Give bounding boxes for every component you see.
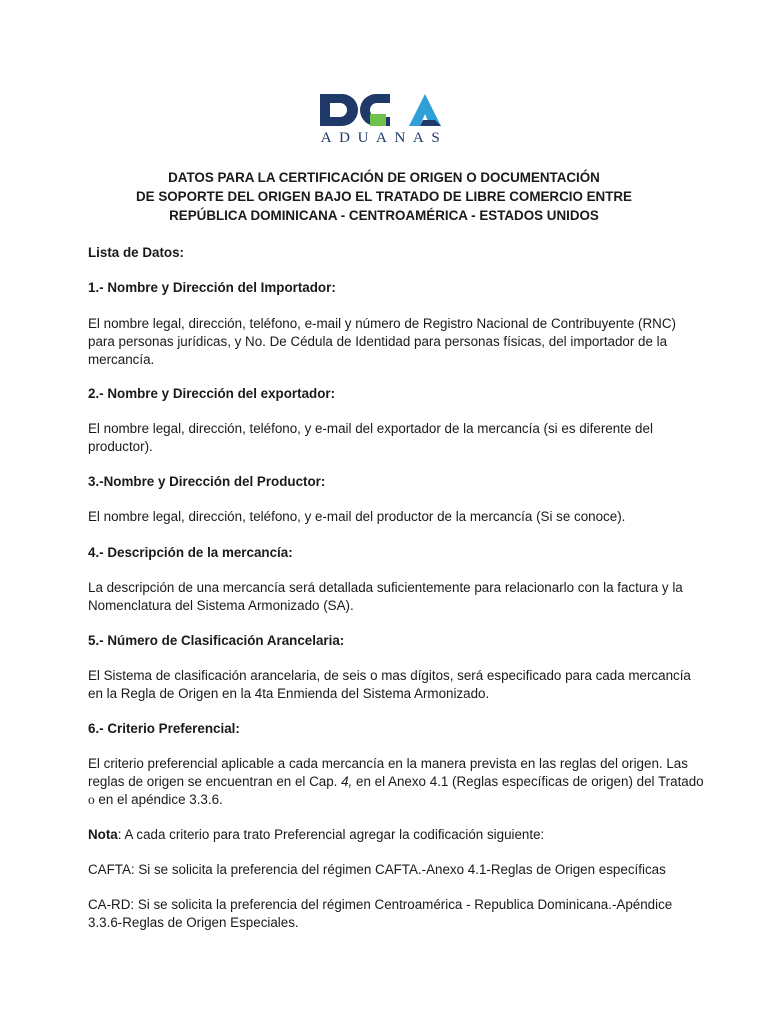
section-3-heading: 3.-Nombre y Dirección del Productor: (88, 474, 326, 489)
section-4-heading: 4.- Descripción de la mercancía: (88, 545, 293, 560)
document-title (60, 168, 708, 225)
nota-text: : A cada criterio para trato Preferencial agregar la codificación siguiente: (117, 827, 545, 842)
section-5-line-1: El Sistema de clasificación arancelaria, de seis o mas dígitos, será especificado para cada mercancía (88, 668, 691, 683)
dga-logo (320, 92, 448, 150)
section-6-line-2-c: en el Anexo 4.1 (Reglas específicas de origen) del Tratado (352, 774, 704, 789)
section-1-line-1: El nombre legal, dirección, teléfono, e-mail y número de Registro Nacional de Contribuyente (RNC) (88, 316, 676, 331)
title-line-2: DE SOPORTE DEL ORIGEN BAJO EL TRATADO DE LIBRE COMERCIO ENTRE (136, 189, 632, 204)
cafta-paragraph: CAFTA: Si se solicita la preferencia del régimen CAFTA.-Anexo 4.1-Reglas de Origen específicas (88, 862, 666, 877)
nota-label: Nota (88, 827, 118, 842)
section-1-heading: 1.- Nombre y Dirección del Importador: (88, 280, 336, 295)
section-5-line-2: en la Regla de Origen en la 4ta Enmienda del Sistema Armonizado. (88, 686, 490, 701)
card-line-2: 3.3.6-Reglas de Origen Especiales. (88, 915, 299, 930)
section-1-line-3: mercancía. (88, 352, 155, 367)
section-6-line-1: El criterio preferencial aplicable a cada mercancía en la manera prevista en las reglas del origen. Las (88, 756, 688, 771)
section-6-line-2 (88, 772, 704, 791)
title-line-3: REPÚBLICA DOMINICANA - CENTROAMÉRICA - ESTADOS UNIDOS (169, 208, 599, 223)
logo-subtitle: ADUANAS (320, 130, 448, 146)
dga-logo-mark (320, 92, 448, 128)
section-3-line-1: El nombre legal, dirección, teléfono, y e-mail del productor de la mercancía (Si se conoce). (88, 509, 626, 524)
list-heading: Lista de Datos: (88, 245, 184, 260)
section-6-line-2-chapter: 4, (341, 774, 353, 789)
section-4-line-1: La descripción de una mercancía será detallada suficientemente para relacionarlo con la factura y la (88, 580, 683, 595)
section-2-line-2: productor). (88, 439, 153, 454)
section-6-heading: 6.- Criterio Preferencial: (88, 721, 240, 736)
section-2-heading: 2.- Nombre y Dirección del exportador: (88, 386, 336, 401)
title-line-1: DATOS PARA LA CERTIFICACIÓN DE ORIGEN O DOCUMENTACIÓN (168, 170, 600, 185)
section-6-line-3-o: o (88, 792, 95, 807)
section-6-line-3-b: en el apéndice 3.3.6. (94, 792, 223, 807)
card-line-1: CA-RD: Si se solicita la preferencia del régimen Centroamérica - Republica Dominicana.-Apéndice (88, 897, 673, 912)
nota-paragraph (88, 825, 544, 844)
section-1-line-2: para personas jurídicas, y No. De Cédula de Identidad para personas físicas, del importador de la (88, 334, 668, 349)
section-5-heading: 5.- Número de Clasificación Arancelaria: (88, 633, 345, 648)
section-2-line-1: El nombre legal, dirección, teléfono, y e-mail del exportador de la mercancía (si es diferente del (88, 421, 653, 436)
section-6-line-2-a: reglas de origen se encuentran en el Cap. (88, 774, 342, 789)
section-6-line-3 (88, 790, 223, 809)
section-4-line-2: Nomenclatura del Sistema Armonizado (SA). (88, 598, 354, 613)
